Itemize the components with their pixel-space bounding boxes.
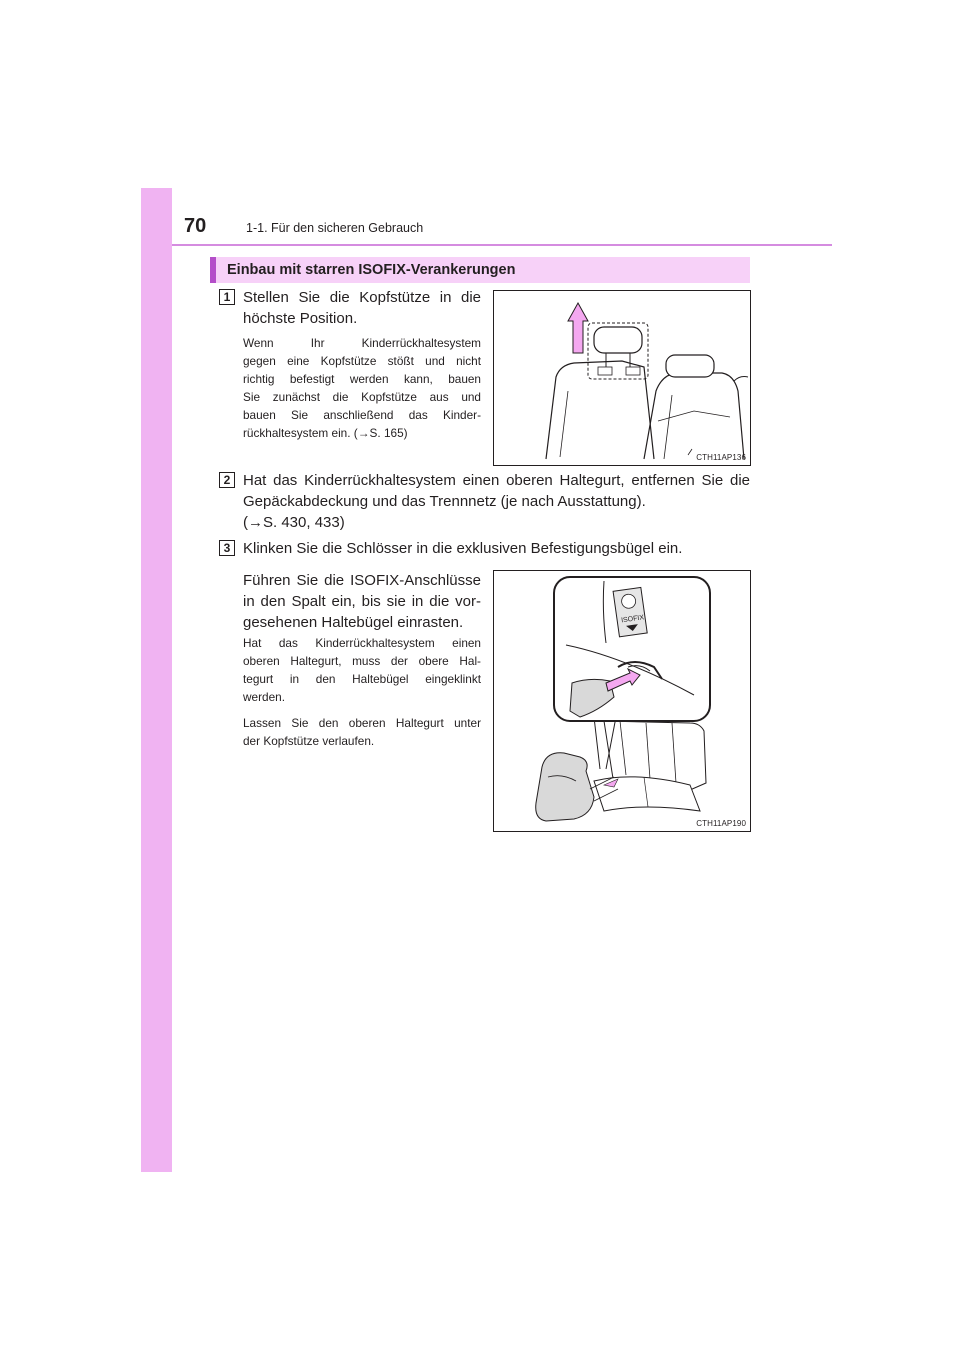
text-line: richtig befestigt werden kann, bauen (243, 372, 481, 386)
step-3-instruction (243, 538, 750, 559)
text-line: (→S. 430, 433) (243, 514, 345, 531)
step-2-instruction (243, 470, 750, 533)
step-1-instruction (243, 287, 481, 329)
chapter-title: 1-1. Für den sicheren Gebrauch (246, 221, 424, 235)
isofix-label: ISOFIX (620, 614, 645, 625)
step-number-1: 1 (219, 289, 235, 305)
section-heading-bar (210, 257, 750, 283)
figure-isofix-install (493, 570, 751, 832)
page-number: 70 (184, 215, 207, 237)
text-line: bauen Sie anschließend das Kinder- (243, 408, 481, 422)
step-number-2: 2 (219, 472, 235, 488)
text-line: Sie zunächst die Kopfstütze aus und (243, 390, 481, 404)
figure-headrest-raise (493, 290, 751, 466)
text-line: Klinken Sie die Schlösser in die exklusiven Befestigungsbügel ein. (243, 540, 683, 557)
text-line: Hat das Kinderrückhaltesystem einen oberen Haltegurt, entfernen Sie die (243, 472, 750, 489)
figure-code: CTH11AP190 (696, 819, 746, 828)
text-line: gegen eine Kopfstütze stößt und nicht (243, 354, 481, 368)
section-heading-accent (210, 257, 216, 283)
text-line: Gepäckabdeckung und das Trennnetz (je nach Ausstattung). (243, 493, 646, 510)
text-line: Führen Sie die ISOFIX-Anschlüsse (243, 572, 481, 589)
text-line: Hat das Kinderrückhaltesystem einen (243, 636, 481, 650)
isofix-illustration (494, 571, 750, 831)
step-1-note (243, 334, 481, 442)
step-3-note-routing (243, 714, 481, 750)
text-line: der Kopfstütze verlaufen. (243, 734, 375, 748)
text-line: tegurt in den Haltebügel eingeklinkt (243, 672, 481, 686)
text-line: Lassen Sie den oberen Haltegurt unter (243, 716, 481, 730)
text-line: oberen Haltegurt, muss der obere Hal- (243, 654, 481, 668)
figure-code: CTH11AP136 (696, 453, 746, 462)
header-divider (172, 244, 832, 246)
text-line: Wenn Ihr Kinderrückhaltesystem (243, 336, 481, 350)
text-line: höchste Position. (243, 310, 358, 327)
text-line: rückhaltesystem ein. (→S. 165) (243, 426, 408, 440)
headrest-illustration (494, 291, 750, 465)
text-line: Stellen Sie die Kopfstütze in die (243, 289, 481, 306)
chapter-sidebar-tab (141, 188, 172, 1172)
text-line: in den Spalt ein, bis sie in die vor- (243, 593, 481, 610)
step-3-detail (243, 570, 481, 633)
text-line: werden. (243, 690, 285, 704)
step-number-3: 3 (219, 540, 235, 556)
arrow-up-icon (568, 303, 588, 353)
section-heading-title: Einbau mit starren ISOFIX-Verankerungen (227, 262, 516, 278)
text-line: gesehenen Haltebügel einrasten. (243, 614, 464, 631)
step-3-note-tether (243, 634, 481, 706)
